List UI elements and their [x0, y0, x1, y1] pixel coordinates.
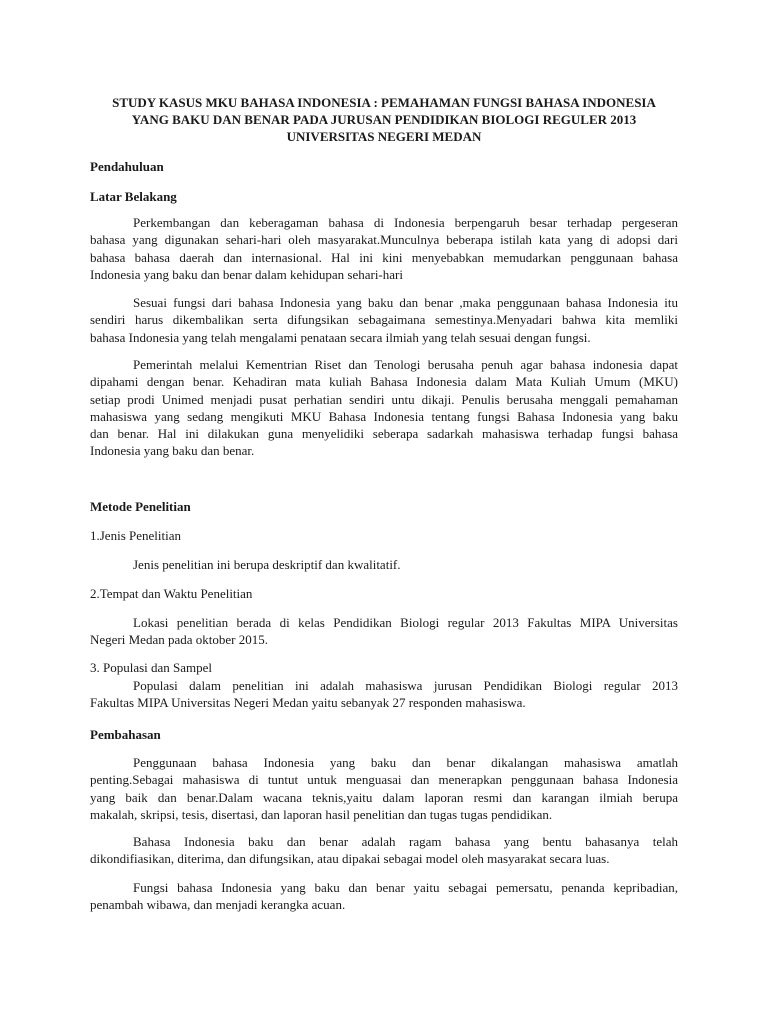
text-line: dipahami dengan benar. Kehadiran mata kuliah Bahasa Indonesia dalam Mata Kuliah Umum (MKU) [90, 374, 678, 390]
text-line: setiap prodi Unimed menjadi pusat perhatian sendiri untu dikaji. Penulis berusaha menggali pemahaman [90, 391, 678, 407]
text-line: bahasa yang digunakan sehari-hari oleh masyarakat.Munculnya beberapa istilah kata yang di adopsi dari [90, 232, 678, 248]
text-line: Fakultas MIPA Universitas Negeri Medan yaitu sebanyak 27 responden mahasiswa. [90, 695, 526, 711]
text-line: bahasa Indonesia yang telah mengalami penataan secara ilmiah yang telah sesuai dengan fungsi. [90, 329, 591, 345]
text-line: Lokasi penelitian berada di kelas Pendidikan Biologi regular 2013 Fakultas MIPA Universitas [133, 615, 678, 630]
title-line: UNIVERSITAS NEGERI MEDAN [286, 129, 482, 144]
text-line: Bahasa Indonesia baku dan benar adalah ragam bahasa yang bentu bahasanya telah [133, 834, 678, 849]
document-title [90, 94, 678, 145]
text-line: makalah, skripsi, tesis, disertasi, dan laporan hasil penelitian dan tugas tugas pendidikan. [90, 806, 553, 822]
text-line: penting.Sebagai mahasiswa di tuntut untuk menguasai dan menerapkan penggunaan bahasa Indonesia [90, 772, 678, 788]
heading-pembahasan: Pembahasan [90, 727, 161, 742]
text-line: Pemerintah melalui Kementrian Riset dan Tenologi berusaha penuh agar bahasa indonesia dapat [133, 357, 678, 372]
subheading-populasi-sampel: 3. Populasi dan Sampel [90, 660, 213, 675]
text-line: Indonesia yang baku dan benar. [90, 443, 255, 459]
text-line: Sesuai fungsi dari bahasa Indonesia yang baku dan benar ,maka penggunaan bahasa Indonesia itu [133, 295, 678, 310]
paragraph-tempat-waktu [90, 614, 678, 649]
subheading-tempat-waktu: 2.Tempat dan Waktu Penelitian [90, 586, 253, 601]
paragraph-latar-belakang-1 [90, 214, 678, 283]
text-line: Populasi dalam penelitian ini adalah mahasiswa jurusan Pendidikan Biologi regular 2013 [133, 678, 678, 693]
document-page [90, 0, 678, 1024]
heading-metode-penelitian: Metode Penelitian [90, 499, 191, 514]
text-line: penambah wibawa, dan menjadi kerangka acuan. [90, 897, 346, 913]
text-line: Perkembangan dan keberagaman bahasa di Indonesia berpengaruh besar terhadap pergeseran [133, 215, 678, 230]
paragraph-pembahasan-3 [90, 879, 678, 914]
text-line: Fungsi bahasa Indonesia yang baku dan benar yaitu sebagai pemersatu, penanda kepribadian, [133, 880, 678, 895]
heading-latar-belakang: Latar Belakang [90, 189, 177, 204]
paragraph-pembahasan-2 [90, 833, 678, 868]
paragraph-populasi [90, 677, 678, 712]
text-line: mahasiswa yang sedang mengikuti MKU Bahasa Indonesia tentang fungsi Bahasa Indonesia yang baku [90, 408, 678, 424]
text-line: dikondifiasikan, diterima, dan difungsikan, atau dipakai sebagai model oleh masyarakat secara luas. [90, 851, 610, 867]
text-jenis-penelitian: Jenis penelitian ini berupa deskriptif dan kwalitatif. [133, 557, 401, 572]
title-line: STUDY KASUS MKU BAHASA INDONESIA : PEMAHAMAN FUNGSI BAHASA INDONESIA [112, 95, 656, 110]
text-line: Indonesia yang baku dan benar dalam kehidupan sehari-hari [90, 266, 403, 282]
text-line: dan benar. Hal ini dilakukan guna menyelidiki seberapa sadarkah mahasiswa terhadap fungsi bahasa [90, 426, 678, 442]
text-line: yang baik dan benar.Dalam wacana teknis,yaitu dalam laporan resmi dan karangan ilmiah berupa [90, 789, 678, 805]
text-line: sendiri harus dikembalikan serta difungsikan sebagaimana semestinya.Menyadari bahwa kita memliki [90, 312, 678, 328]
text-line: bahasa bahasa daerah dan internasional. Hal ini kini menyebabkan memudarkan penggunaan bahasa [90, 249, 678, 265]
paragraph-latar-belakang-2 [90, 294, 678, 346]
text-line: Penggunaan bahasa Indonesia yang baku dan benar dikalangan mahasiswa amatlah [133, 755, 678, 770]
subheading-jenis-penelitian: 1.Jenis Penelitian [90, 528, 181, 543]
heading-pendahuluan: Pendahuluan [90, 159, 164, 174]
paragraph-latar-belakang-3 [90, 356, 678, 460]
paragraph-pembahasan-1 [90, 754, 678, 823]
title-line: YANG BAKU DAN BENAR PADA JURUSAN PENDIDIKAN BIOLOGI REGULER 2013 [131, 112, 637, 127]
text-line: Negeri Medan pada oktober 2015. [90, 632, 268, 648]
